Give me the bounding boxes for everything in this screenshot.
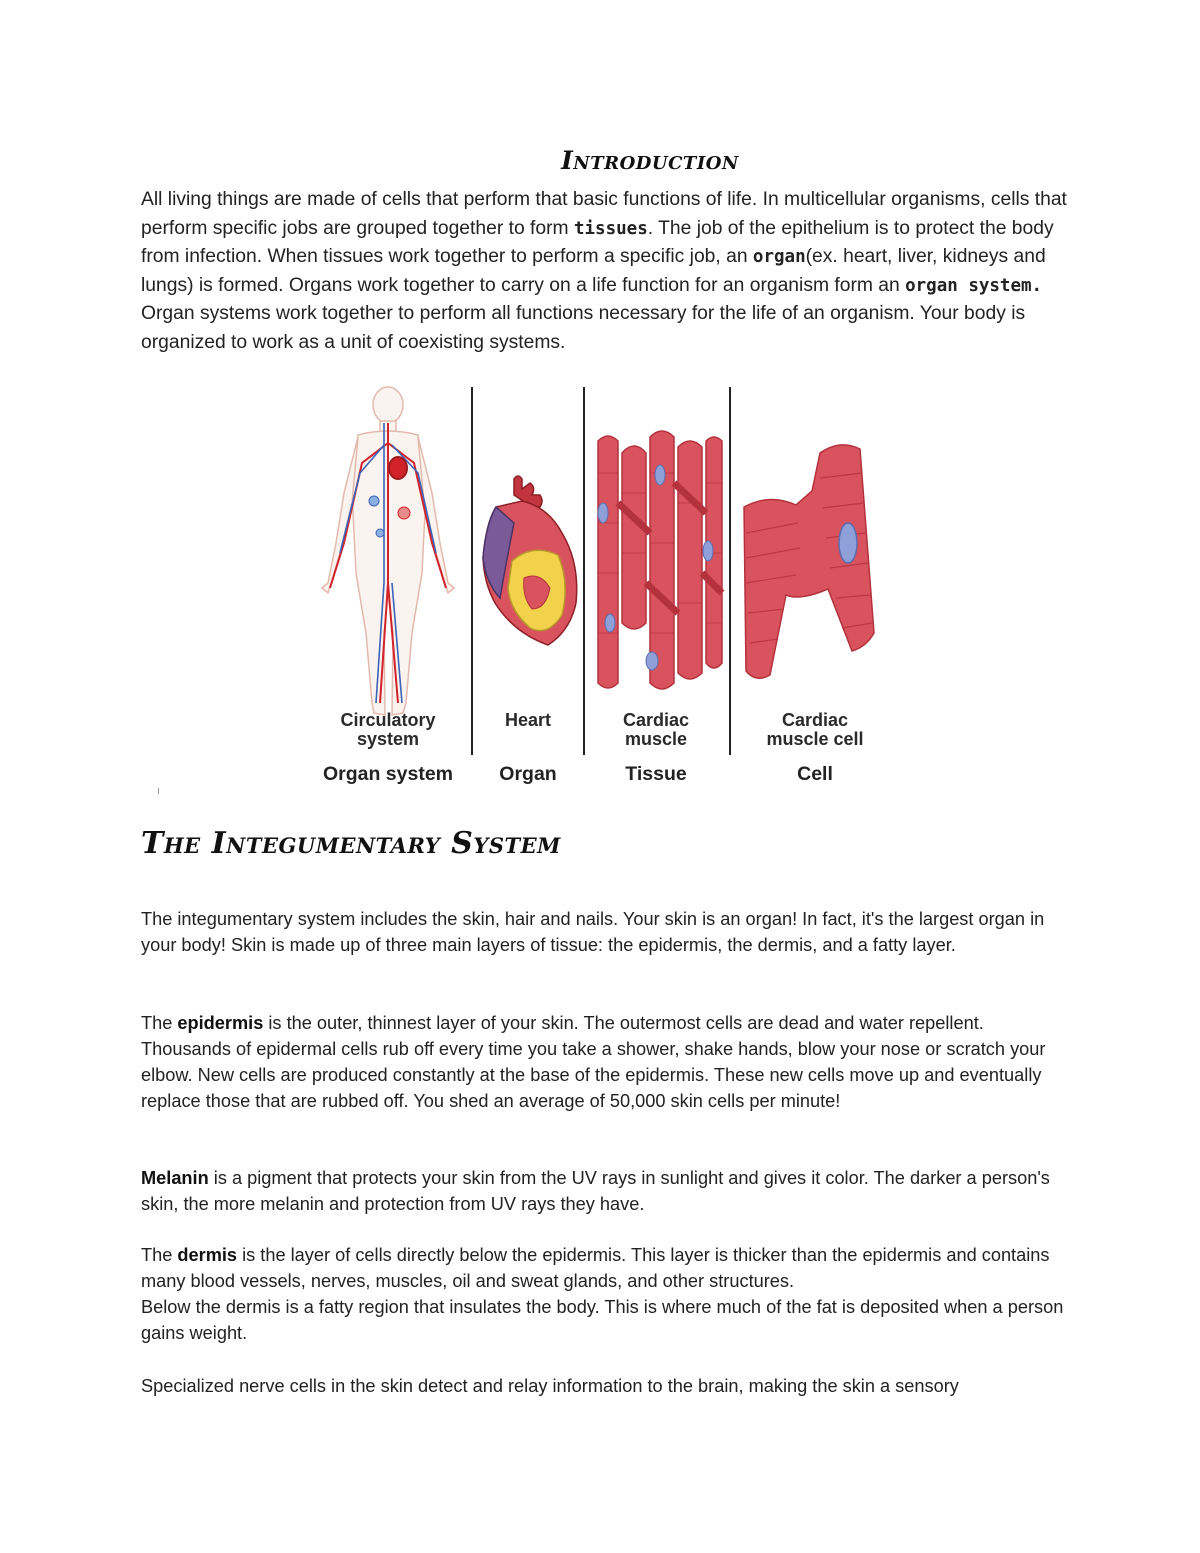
melanin-paragraph: Melanin is a pigment that protects your skin from the UV rays in sunlight and gives it color. The darker a person's skin, the more melanin and protection from UV rays they have. xyxy=(141,1168,1050,1214)
label-cardiac-muscle: Cardiac muscle xyxy=(622,710,690,749)
term-organ: organ xyxy=(752,247,806,267)
dermis-paragraph: The dermis is the layer of cells directly below the epidermis. This layer is thicker than the epidermis and contains many blood vessels, nerves, muscles, oil and sweat glands, and other structures. Below the dermis is a fatty region that insulates the body. This is where much of the fat is deposited when a person gains weight. xyxy=(141,1245,1064,1343)
intro-paragraph xyxy=(141,186,1071,357)
epidermis-paragraph: The epidermis is the outer, thinnest layer of your skin. The outermost cells are dead and water repellent. Thousands of epidermal cells rub off every time you take a shower, shake hands, blow your nose or scratch your elbow. New cells are produced constantly at the base of the epidermis. These new cells move up and eventually replace those that are rubbed off. You shed an average of 50,000 skin cells per minute! xyxy=(141,1013,1046,1111)
term-dermis: dermis xyxy=(177,1245,238,1265)
level-organ: Organ xyxy=(499,763,557,785)
levels-of-organization-figure xyxy=(300,383,890,788)
level-tissue: Tissue xyxy=(625,763,687,785)
intro-text-3: (ex. heart, liver, kidneys and lungs) is formed. Organs work together to carry on a life function for an organism form an xyxy=(141,246,1046,296)
cardiac-muscle-cell-icon xyxy=(744,445,874,678)
fatty-layer-text: Below the dermis is a fatty region that insulates the body. This is where much of the fat is deposited when a person gains weight. xyxy=(141,1297,1064,1343)
label-circulatory-system: Circulatory system xyxy=(340,710,436,749)
heart-icon xyxy=(483,476,577,645)
intro-heading: Introduction xyxy=(561,146,739,175)
sensory-paragraph: Specialized nerve cells in the skin detect and relay information to the brain, making the skin a sensory xyxy=(141,1376,959,1396)
term-epidermis: epidermis xyxy=(177,1013,264,1033)
intro-text-4: Organ systems work together to perform all functions necessary for the life of an organism. Your body is organized to work as a unit of coexisting systems. xyxy=(141,303,1026,353)
label-cardiac-muscle-cell: Cardiac muscle cell xyxy=(766,710,864,749)
integumentary-paragraph-1: The integumentary system includes the skin, hair and nails. Your skin is an organ! In fact, it's the largest organ in your body! Skin is made up of three main layers of tissue: the epidermis, the dermis, and a fatty layer. xyxy=(141,909,1045,955)
term-melanin: Melanin xyxy=(141,1168,209,1188)
cardiac-muscle-tissue-icon xyxy=(598,431,722,689)
level-cell: Cell xyxy=(797,763,833,785)
level-organ-system: Organ system xyxy=(322,763,454,785)
term-organ-system: organ system. xyxy=(905,275,1043,296)
label-heart: Heart xyxy=(504,710,552,730)
blood-vessels-icon xyxy=(330,423,446,703)
stray-mark xyxy=(158,788,159,794)
intro-text-2: . The job of the epithelium is to protect the body from infection. When tissues work together to perform a specific job, an xyxy=(141,217,1054,267)
term-tissues: tissues xyxy=(573,218,648,239)
intro-text-1: All living things are made of cells that perform that basic functions of life. In multicellular organisms, cells that perform specific jobs are grouped together to form xyxy=(141,189,1067,239)
integumentary-heading: The Integumentary System xyxy=(141,826,561,861)
